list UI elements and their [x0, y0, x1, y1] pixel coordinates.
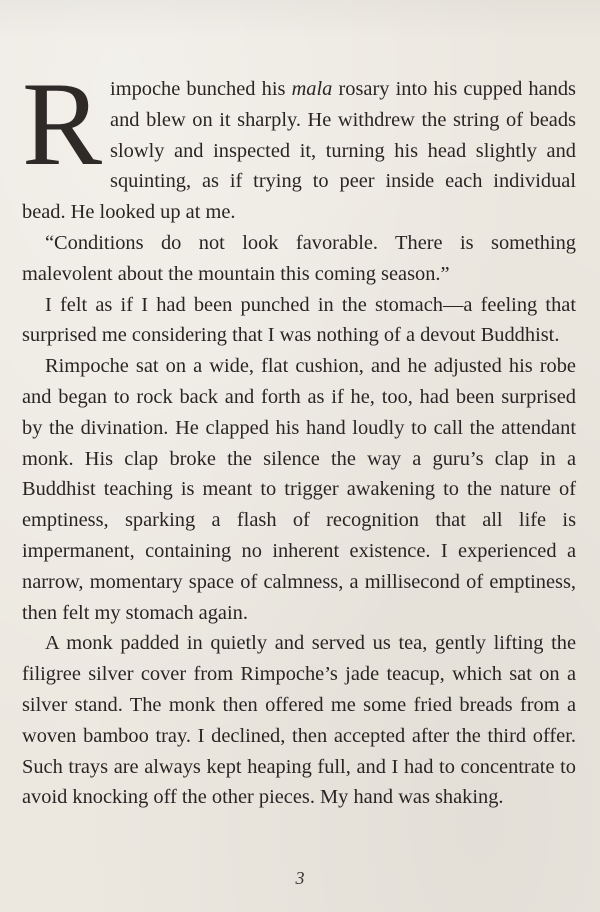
paragraph-4: Rimpoche sat on a wide, flat cushion, and he adjusted his robe and began to rock back and forth as if he, too, had been surprised by the divination. He clapped his hand loudly to call the attendant monk. His clap broke the silence the way a guru’s clap in a Buddhist teaching is meant to trigger awakening to the nature of emptiness, sparking a flash of recognition that all life is impermanent, containing no inherent existence. I experienced a narrow, momentary space of calmness, a millisecond of emptiness, then felt my stomach again.	[22, 355, 576, 624]
paragraph-2: “Conditions do not look favorable. There is something malevolent about the mountain this coming season.”	[22, 231, 576, 285]
paragraph-1-rest: rosary into his cupped hands and blew on it sharply. He withdrew the string of beads slowly and inspected it, turning his head slightly and squinting, as if trying to peer inside each individual bead. He looked up at me.	[22, 78, 576, 224]
paragraph-1	[22, 57, 576, 228]
body-text	[22, 57, 576, 813]
paragraph-3: I felt as if I had been punched in the stomach—a feeling that surprised me considering that I was nothing of a devout Buddhist.	[22, 293, 576, 347]
paragraph-1-lead: impoche bunched his	[110, 78, 292, 100]
page-number: 3	[295, 868, 305, 888]
paragraph-5: A monk padded in quietly and served us tea, gently lifting the filigree silver cover from Rimpoche’s jade teacup, which sat on a silver stand. The monk then offered me some fried breads from a woven bamboo tray. I declined, then accepted after the third offer. Such trays are always kept heaping full, and I had to concentrate to avoid knocking off the other pieces. My hand was shaking.	[22, 632, 576, 809]
italic-word-mala: mala	[291, 78, 333, 100]
page-top-shadow	[0, 0, 600, 40]
drop-cap: R	[22, 57, 103, 190]
